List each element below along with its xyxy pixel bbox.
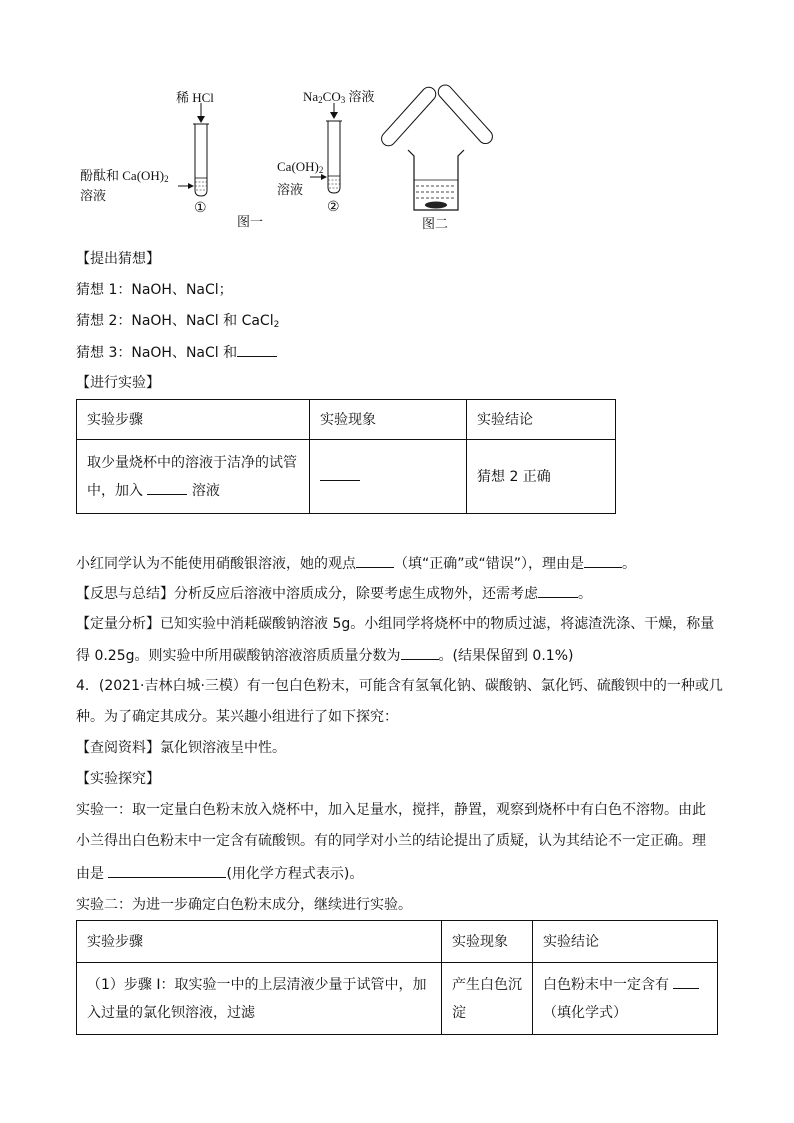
table-row (77, 963, 718, 1035)
figure2-caption: 图二 (422, 217, 449, 232)
table2-cell-step (77, 963, 442, 1035)
tube1-content-sub: 2 (164, 174, 169, 184)
step-line-2-suffix: 溶液 (191, 482, 220, 499)
q4-line-1: 4．(2021·吉林白城·三模）有一包白色粉末，可能含有氢氧化钠、碳酸钠、氯化钙、硫酸钡中的一种或几 (76, 678, 723, 694)
p4-text-a: 得 0.25g。则实验中所用碳酸钠溶液溶质质量分数为 (76, 648, 401, 664)
tube2-reagent-c: 溶液 (345, 89, 375, 104)
experiment-table-2 (76, 920, 718, 1035)
table2-concl-line-2: （填化学式） (543, 1004, 627, 1021)
table-cell-conclusion: 猜想 2 正确 (467, 440, 616, 514)
tube2-reagent-label (303, 86, 375, 105)
table-row (77, 440, 616, 514)
table2-concl-line-1 (543, 971, 707, 999)
table-header-row (77, 400, 616, 440)
q4-line-6: 小兰得出白色粉末中一定含有硫酸钡。有的同学对小兰的结论提出了质疑，认为其结论不一定正确。理 (76, 833, 706, 849)
conjecture-2 (76, 311, 279, 335)
q4-line-4: 【实验探究】 (76, 771, 160, 787)
tube2-content-a: Ca(OH) (277, 159, 319, 174)
conjecture-2-sub: 2 (273, 320, 280, 330)
paragraph-3: 【定量分析】已知实验中消耗碳酸钠溶液 5g。小组同学将烧杯中的物质过滤，将滤渣洗涤、干燥，称量 (76, 616, 715, 632)
experiment-table (76, 399, 616, 514)
table-header-observation: 实验现象 (310, 400, 467, 440)
p1-blank-1[interactable] (356, 553, 394, 568)
test-tube-1 (193, 124, 209, 196)
table-header-conclusion: 实验结论 (467, 400, 616, 440)
experiment-heading: 【进行实验】 (76, 375, 160, 391)
table2-concl-text: 白色粉末中一定含有 (543, 976, 669, 993)
q4-line-7 (76, 863, 363, 884)
pouring-tube-left (379, 84, 439, 148)
p1-text-a: 小红同学认为不能使用硝酸银溶液，她的观点 (76, 556, 356, 572)
table2-step-line-1: （1）步骤 I：取实验一中的上层清液少量于试管中，加 (87, 976, 427, 993)
conjecture-heading: 【提出猜想】 (76, 251, 160, 267)
p4-text-b: 。(结果保留到 0.1%) (438, 648, 574, 664)
paragraph-2 (76, 583, 592, 604)
q4-line-7-text-b: (用化学方程式表示)。 (226, 866, 364, 882)
table2-cell-observation (442, 963, 533, 1035)
conjecture-3 (76, 342, 277, 363)
p1-blank-2[interactable] (584, 553, 622, 568)
step-line-2-text: 中，加入 (87, 482, 143, 499)
q4-line-3: 【查阅资料】氯化钡溶液呈中性。 (76, 740, 286, 756)
precipitate (425, 202, 447, 209)
tube2-reagent-sub1: 2 (318, 95, 323, 105)
tube2-reagent-sub2: 3 (340, 95, 346, 105)
p1-text-c: 。 (622, 556, 637, 572)
table2-concl-blank[interactable] (673, 974, 699, 989)
step-line-1: 取少量烧杯中的溶液于洁净的试管 (87, 454, 297, 471)
tube1-number: ① (194, 201, 207, 216)
p1-text-b: （填“正确”或“错误”），理由是 (394, 556, 585, 572)
table2-header-row (77, 921, 718, 963)
tube1-content-text: 酚酞和 Ca(OH) (80, 168, 165, 183)
tube2-content-label-2: 溶液 (277, 182, 304, 197)
table-header-step: 实验步骤 (77, 400, 310, 440)
test-tube-2 (326, 121, 342, 193)
conjecture-1: 猜想 1：NaOH、NaCl； (76, 282, 233, 298)
beaker (408, 150, 464, 210)
q4-line-7-text-a: 由是 (76, 866, 104, 882)
tube1-content-label-2: 溶液 (80, 188, 107, 203)
tube1-content-label (80, 165, 169, 184)
tube2-number: ② (327, 200, 340, 215)
tube1-reagent-arrowhead (197, 116, 205, 123)
table2-cell-conclusion (533, 963, 718, 1035)
tube2-reagent-a: Na (303, 89, 319, 104)
table-cell-step (77, 440, 310, 514)
conjecture-3-text: 猜想 3：NaOH、NaCl 和 (76, 345, 238, 361)
conjecture-2-text: 猜想 2：NaOH、NaCl 和 CaCl (76, 313, 274, 329)
table2-obs-line-2: 淀 (452, 1004, 466, 1021)
q4-line-8: 实验二：为进一步确定白色粉末成分，继续进行实验。 (76, 897, 412, 913)
paragraph-4 (76, 645, 573, 666)
tube2-content-label (277, 159, 323, 175)
conjecture-3-blank[interactable] (237, 342, 277, 357)
table-cell-observation (310, 440, 467, 514)
q4-line-2: 种。为了确定其成分。某兴趣小组进行了如下探究： (76, 709, 398, 725)
equation-blank[interactable] (108, 863, 226, 878)
step-blank[interactable] (147, 480, 187, 495)
table2-header-step: 实验步骤 (77, 921, 442, 963)
paragraph-1 (76, 553, 636, 574)
p4-blank[interactable] (401, 645, 439, 660)
table2-obs-line-1: 产生白色沉 (452, 976, 522, 993)
tube1-reagent-label: 稀 HCl (176, 90, 214, 105)
table2-step-line-2: 入过量的氯化钡溶液，过滤 (87, 1004, 255, 1021)
figure1-caption: 图一 (237, 215, 264, 230)
figure-drawing (0, 0, 794, 240)
tube2-content-sub: 2 (318, 165, 324, 175)
tube2-reagent-b: CO (322, 89, 341, 104)
observation-blank[interactable] (320, 466, 360, 481)
p2-text-b: 。 (578, 586, 592, 602)
step-line-2 (87, 477, 299, 505)
table2-header-observation: 实验现象 (442, 921, 533, 963)
p2-text-a: 【反思与总结】分析反应后溶液中溶质成分，除要考虑生成物外，还需考虑 (76, 586, 538, 602)
p2-blank[interactable] (538, 583, 578, 598)
pouring-tube-right (435, 82, 495, 146)
q4-line-5: 实验一：取一定量白色粉末放入烧杯中，加入足量水，搅拌，静置，观察到烧杯中有白色不溶物。由此 (76, 802, 706, 818)
table2-header-conclusion: 实验结论 (533, 921, 718, 963)
